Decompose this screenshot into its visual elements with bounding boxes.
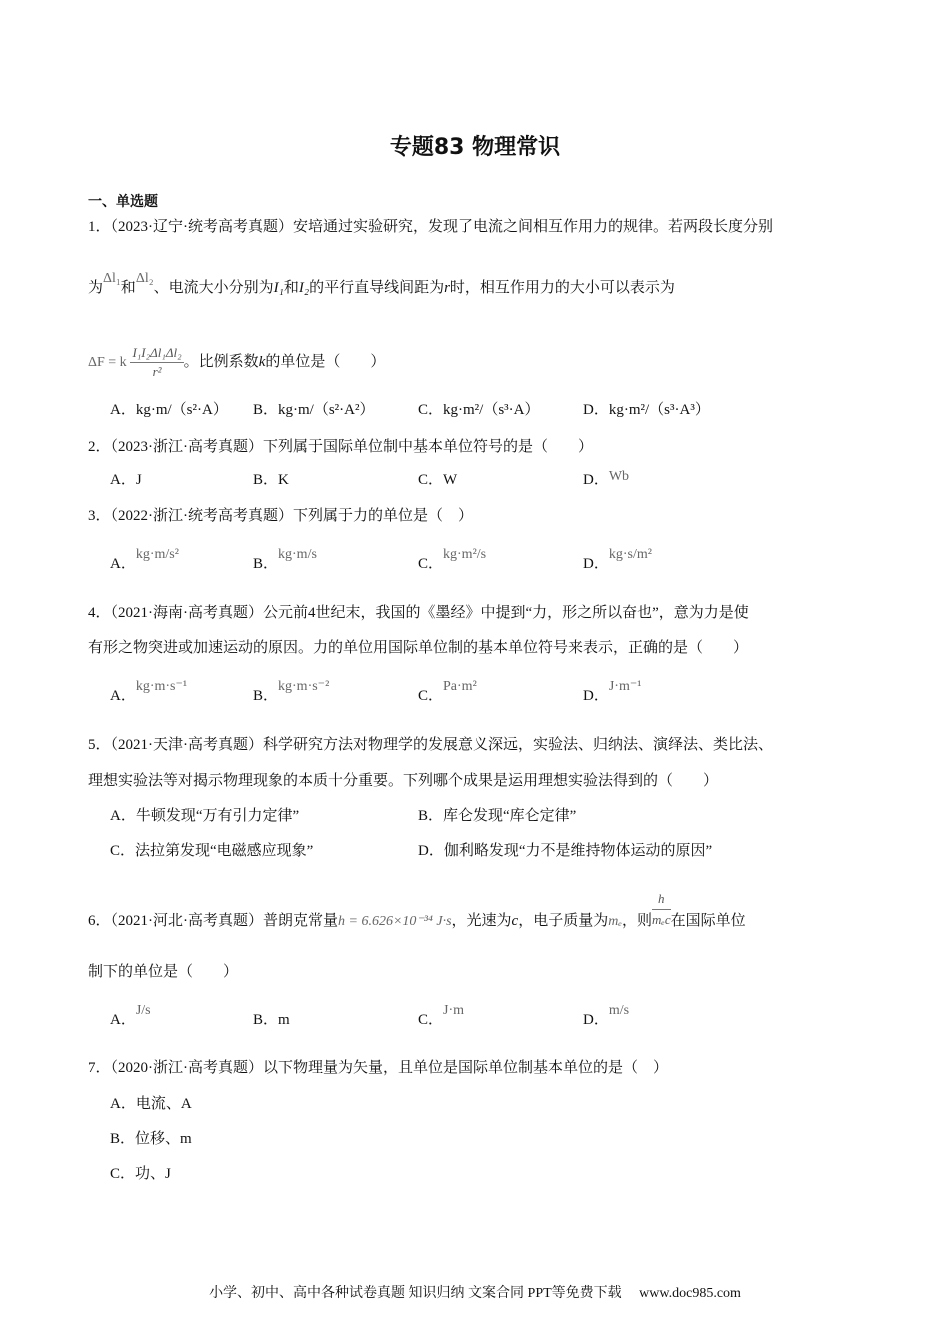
q3-option-c [418,547,487,575]
q1-stem-line1: 1．（2023·辽宁·统考高考真题）安培通过实验研究，发现了电流之间相互作用力的规律。若两段长度分别 [88,219,773,235]
q5-option-d: D．伽利略发现“力不是维持物体运动的原因” [418,843,713,859]
q4-option-a [110,679,188,707]
var-me: mₑ [608,913,622,929]
formula: m/s [608,1003,630,1018]
formula: Pa·m² [443,679,477,694]
q7-option-c: C．功、J [110,1166,171,1182]
label: D． [583,688,609,704]
q2-option-a: A．J [110,472,142,488]
numerator: I₁I₂Δl₁Δl₂ [130,344,183,363]
q1-option-a: A．kg·m/（s²·A） [110,402,228,418]
denominator: r² [152,364,162,379]
label: C． [418,556,444,572]
var-r: r [444,280,450,296]
q6-stem-line1 [88,891,746,942]
q1-option-b: B．kg·m/（s²·A²） [253,402,375,418]
text: 、电流大小分别为 [153,280,274,296]
text: ，则 [622,912,653,929]
q7-option-b: B．位移、m [110,1131,192,1147]
var-c: c [511,912,519,929]
q4-stem-line2: 有形之物突进或加速运动的原因。力的单位用国际单位制的基本单位符号来表示，正确的是（ ） [88,640,749,656]
q4-option-d [583,679,642,707]
q3-option-a [110,547,179,575]
q3-option-b [253,547,317,575]
q1-formula-line [88,344,385,381]
q2-stem: 2．（2023·浙江·高考真题）下列属于国际单位制中基本单位符号的是（ ） [88,439,593,455]
formula: Wb [608,469,630,484]
label: A． [110,1012,136,1028]
formula: kg·s/m² [608,547,652,562]
label: D． [583,472,609,488]
q6-option-a [110,1003,151,1031]
label: B． [253,688,279,704]
formula-dl1: Δl₁ [103,271,121,286]
q3-option-d [583,547,652,575]
q3-stem: 3．（2022·浙江·统考高考真题）下列属于力的单位是（ ） [88,508,473,524]
q5-stem-line2: 理想实验法等对揭示物理现象的本质十分重要。下列哪个成果是运用理想实验法得到的（ ） [88,773,719,789]
page-title: 专题83 物理常识 [389,135,561,160]
var-i1: I₁ [273,280,284,296]
q1-stem-line2 [88,271,675,299]
q6-option-b: B．m [253,1012,290,1028]
q4-stem-line1: 4．（2021·海南·高考真题）公元前4世纪末，我国的《墨经》中提到“力，形之所以奋也”，意为力是使 [88,605,749,621]
q7-option-a: A．电流、A [110,1096,192,1112]
q2-option-b: B．K [253,472,289,488]
text: 和 [283,280,299,296]
formula: kg·m·s⁻¹ [135,679,188,694]
q1-option-c: C．kg·m²/（s³·A） [418,402,540,418]
formula: kg·m·s⁻² [278,679,330,694]
q4-option-c [418,679,477,707]
q2-option-c: C．W [418,472,458,488]
text: 为 [88,280,104,296]
text: 时，相互作用力的大小可以表示为 [449,280,675,296]
q4-option-b [253,679,330,707]
text: ，光速为 [451,912,512,929]
denominator: mₑc [652,912,671,927]
formula-dl2: Δl₂ [135,271,154,286]
footer-watermark: 小学、初中、高中各种试卷真题 知识归纳 文案合同 PPT等免费下载 www.doc985.com [209,1286,741,1301]
q5-stem-line1: 5．（2021·天津·高考真题）科学研究方法对物理学的发展意义深远，实验法、归纳法、演绎法、类比法、 [88,737,773,753]
q6-stem-line2: 制下的单位是（ ） [88,964,239,980]
formula: J/s [135,1003,151,1018]
formula-fraction [130,344,183,381]
text: 。比例系数 [183,353,259,370]
q7-stem: 7．（2020·浙江·高考真题）以下物理量为矢量，且单位是国际单位制基本单位的是（ ） [88,1060,668,1076]
text: 6．（2021·河北·高考真题）普朗克常量 [88,912,338,929]
q6-option-c [418,1003,465,1031]
text: 在国际单位 [670,912,746,929]
label: D． [583,1012,609,1028]
var-i2: I₂ [298,280,310,296]
text: 的单位是（ ） [265,353,386,370]
q1-option-d: D．kg·m²/（s³·A³） [583,402,710,418]
formula: kg·m/s² [135,547,179,562]
formula: kg·m²/s [443,547,487,562]
q5-option-b: B．库仑发现“库仑定律” [418,808,577,824]
text: 和 [120,280,136,296]
formula: J·m [443,1003,465,1018]
text: 的平行直导线间距为 [309,280,445,296]
formula: kg·m/s [278,547,317,562]
label: C． [418,688,444,704]
numerator: h [652,889,671,910]
label: A． [110,688,136,704]
text: ，电子质量为 [518,912,609,929]
q2-option-d [583,470,629,491]
q6-option-d [583,1003,630,1031]
section-heading: 一、单选题 [88,195,158,210]
label: D． [583,556,609,572]
label: A． [110,556,136,572]
formula: J·m⁻¹ [608,679,642,694]
var-k: k [258,353,266,370]
formula-lhs: ΔF = k [88,354,127,370]
formula-fraction [652,889,671,930]
q5-option-c: C．法拉第发现“电磁感应现象” [110,843,314,859]
label: B． [253,556,279,572]
q5-option-a: A．牛顿发现“万有引力定律” [110,808,300,824]
label: C． [418,1012,444,1028]
formula-planck: h = 6.626×10⁻³⁴ J·s [338,913,452,929]
